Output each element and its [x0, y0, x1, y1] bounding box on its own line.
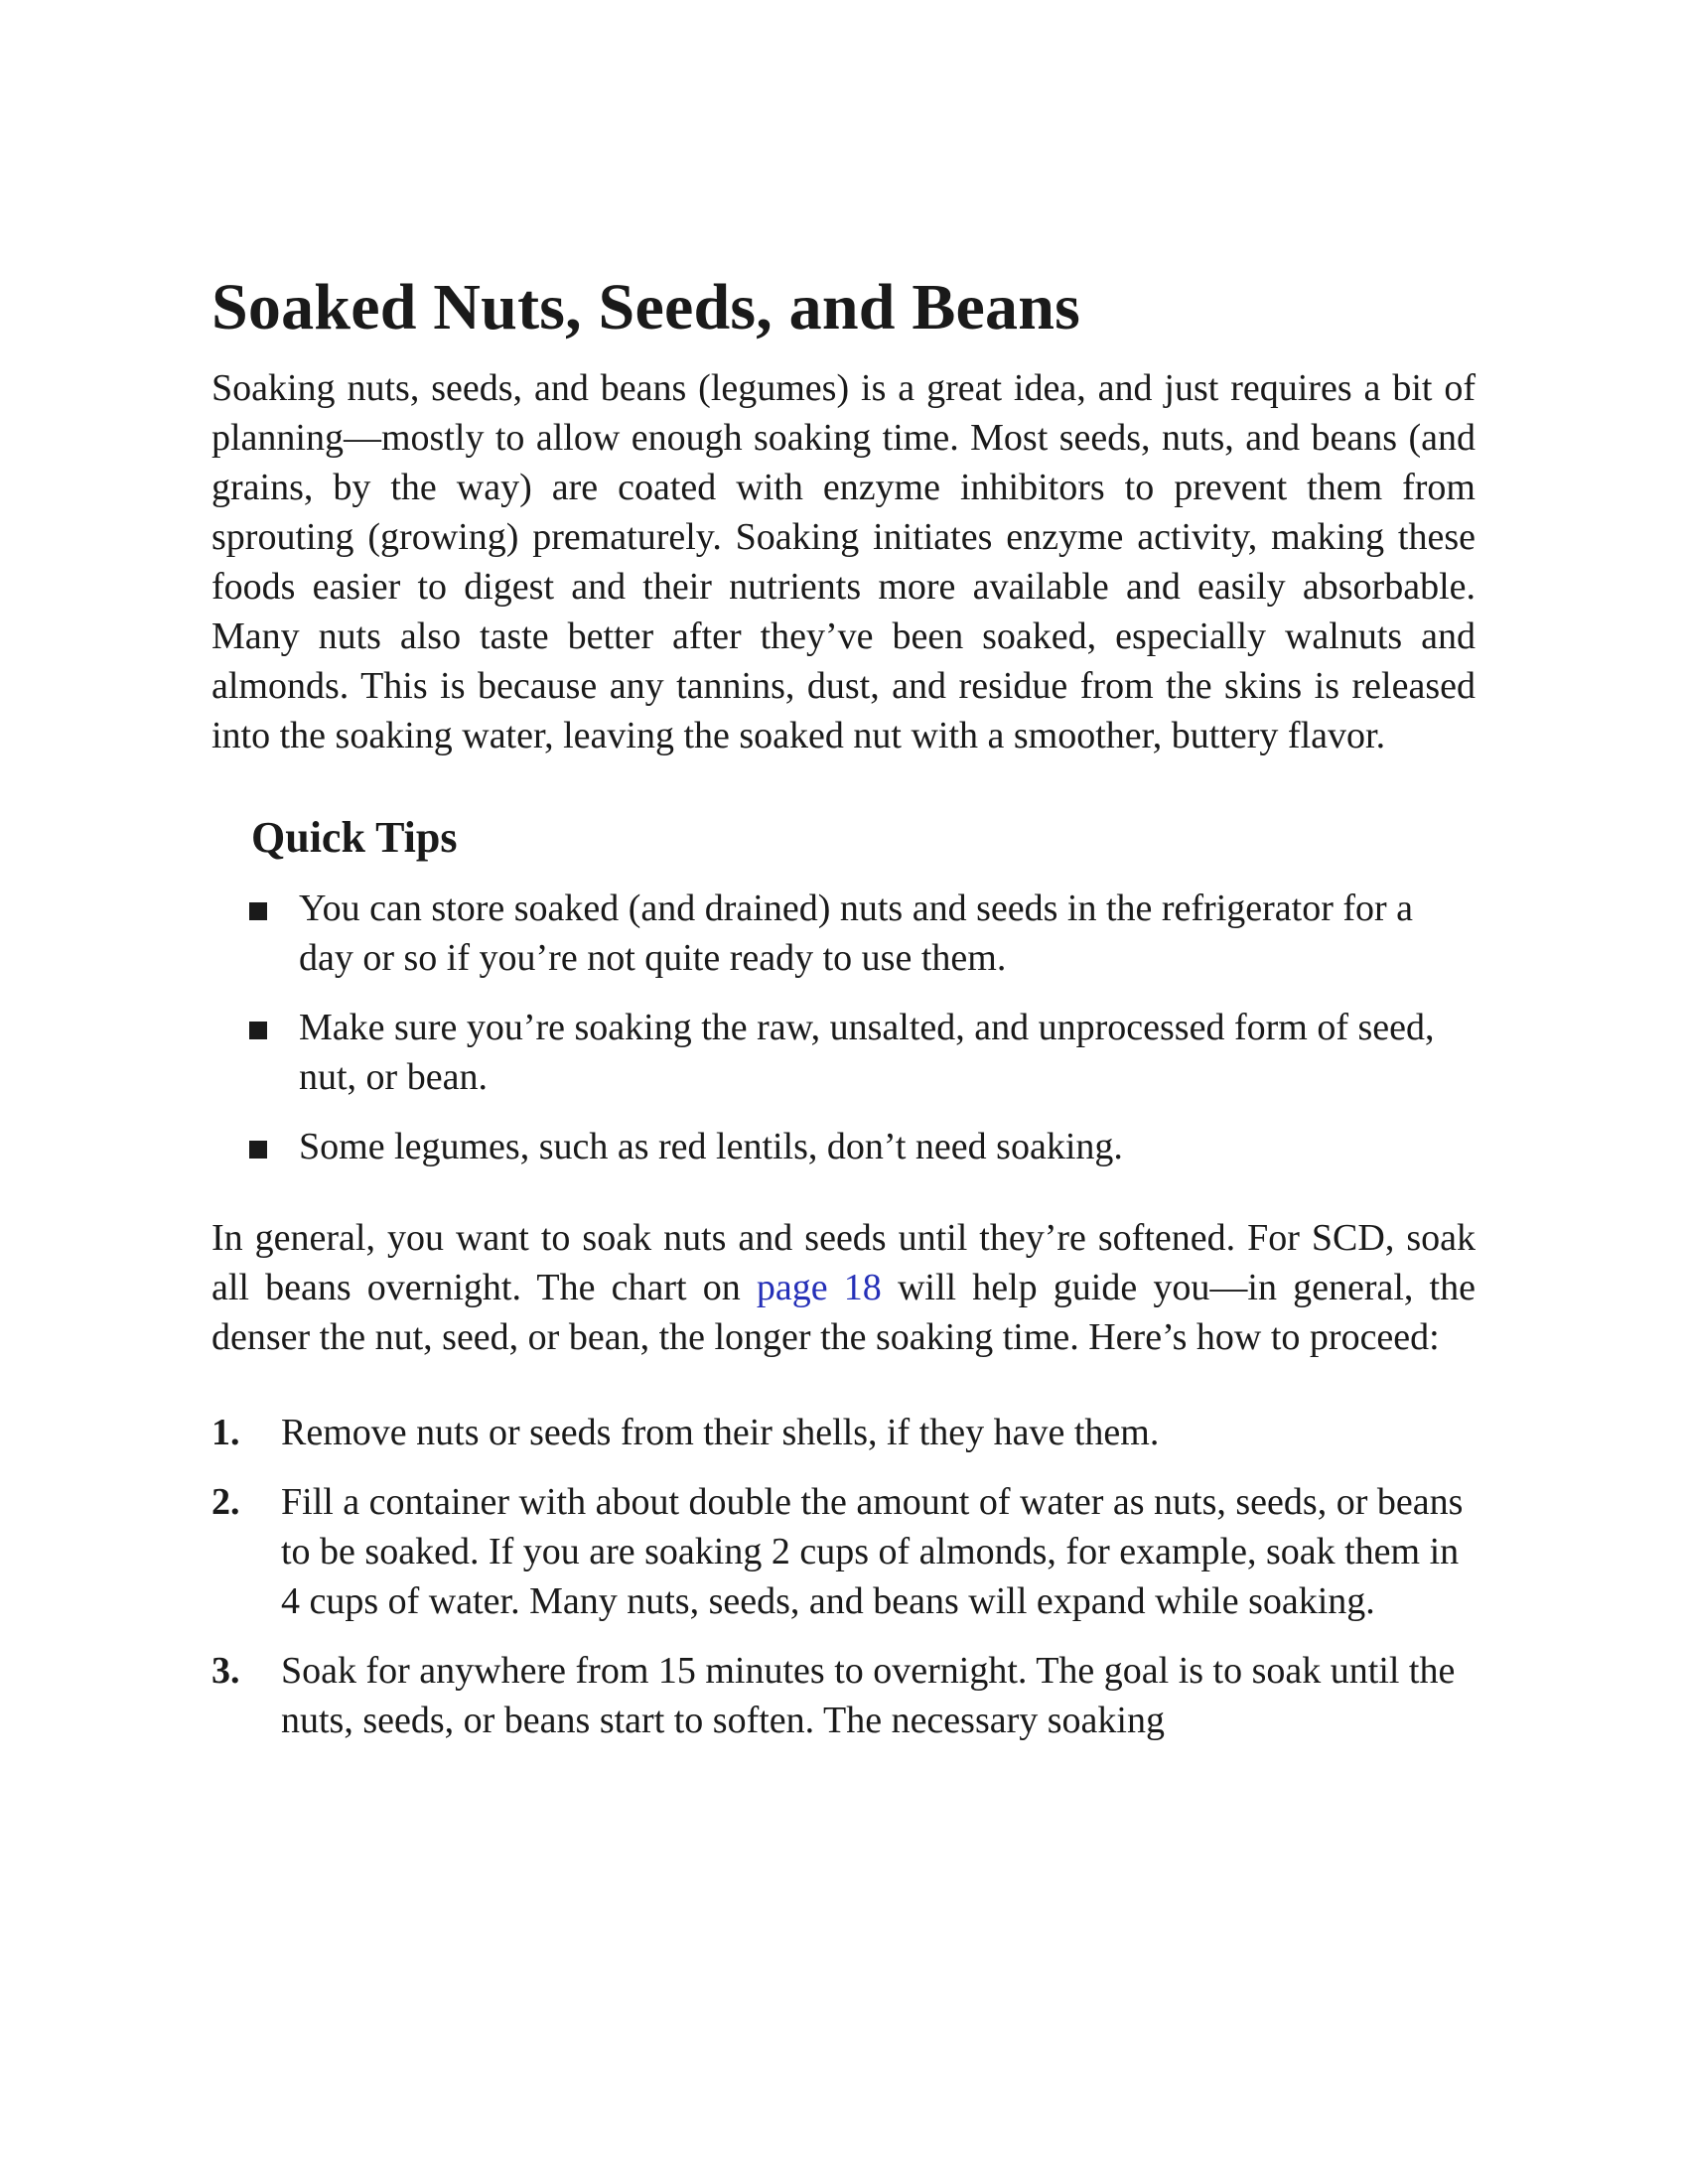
quick-tip-item [291, 884, 1476, 983]
quick-tip-text: You can store soaked (and drained) nuts and seeds in the refrigerator for a day or so if you’re not quite ready to use them. [299, 887, 1414, 979]
step-number: 1. [211, 1412, 240, 1453]
quick-tips-list [211, 884, 1476, 1171]
page-title: Soaked Nuts, Seeds, and Beans [211, 271, 1081, 343]
step-item [211, 1408, 1476, 1457]
page-reference-link[interactable]: page 18 [756, 1267, 882, 1308]
quick-tip-text: Make sure you’re soaking the raw, unsalted, and unprocessed form of seed, nut, or bean. [299, 1007, 1435, 1098]
step-text: Fill a container with about double the amount of water as nuts, seeds, or beans to be soaked. If you are soaking 2 cups of almonds, for example, soak them in 4 cups of water. Many nuts, seeds, and beans will expand while soaking. [281, 1481, 1464, 1622]
quick-tip-item [291, 1122, 1476, 1171]
square-bullet-icon [249, 902, 267, 920]
page-content [211, 268, 1476, 1765]
step-item [211, 1646, 1476, 1745]
quick-tip-item [291, 1003, 1476, 1102]
quick-tips-heading: Quick Tips [251, 813, 458, 862]
general-text-before-link: In general, you want to soak nuts and seeds until they’re softened. For SCD, soak all beans overnight. The chart on [211, 1217, 1476, 1308]
steps-list [211, 1408, 1476, 1745]
step-number: 3. [211, 1650, 240, 1692]
step-text: Remove nuts or seeds from their shells, if they have them. [281, 1412, 1160, 1453]
step-text: Soak for anywhere from 15 minutes to overnight. The goal is to soak until the nuts, seeds, or beans start to soften. The necessary soaking [281, 1650, 1456, 1741]
step-item [211, 1477, 1476, 1626]
square-bullet-icon [249, 1141, 267, 1159]
general-text-after-link: will help guide you—in general, the denser the nut, seed, or bean, the longer the soaking time. Here’s how to proceed: [211, 1267, 1476, 1358]
square-bullet-icon [249, 1022, 267, 1039]
step-number: 2. [211, 1481, 240, 1523]
general-paragraph [211, 1213, 1476, 1362]
quick-tip-text: Some legumes, such as red lentils, don’t need soaking. [299, 1126, 1123, 1167]
intro-paragraph: Soaking nuts, seeds, and beans (legumes) is a great idea, and just requires a bit of planning—mostly to allow enough soaking time. Most seeds, nuts, and beans (and grains, by the way) are coated with enzyme inhibitors to prevent them from sprouting (growing) prematurely. Soaking initiates enzyme activity, making these foods easier to digest and their nutrients more available and easily absorbable. Many nuts also taste better after they’ve been soaked, especially walnuts and almonds. This is because any tannins, dust, and residue from the skins is released into the soaking water, leaving the soaked nut with a smoother, buttery flavor. [211, 367, 1476, 756]
